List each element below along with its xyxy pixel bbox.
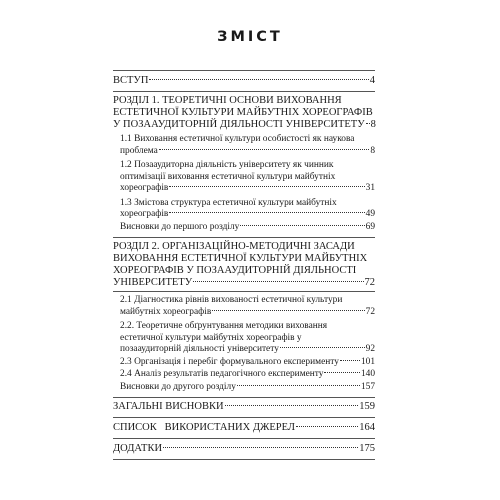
- toc-entry-text: ДОДАТКИ: [113, 443, 163, 454]
- toc-page-number: 49: [365, 209, 375, 219]
- toc-page-number: 69: [365, 221, 375, 232]
- dot-leader: [340, 360, 360, 361]
- toc-section-line: оптимізації виховання естетичної культури майбутніх: [120, 171, 336, 182]
- toc-entry-text: ЗАГАЛЬНІ ВИСНОВКИ: [113, 401, 224, 412]
- toc-page-number: 92: [365, 344, 375, 354]
- toc-section-2-2: [113, 321, 375, 356]
- dot-leader: [237, 385, 360, 386]
- toc-entry-conclusions: [113, 401, 375, 413]
- toc-page-number: 159: [359, 401, 375, 412]
- divider: [113, 237, 375, 238]
- toc-page-number: 164: [359, 422, 375, 433]
- toc-section-2-conclusions: [113, 382, 375, 394]
- toc-section-line: 1.1 Виховання естетичної культури особистості як наукова: [120, 134, 355, 144]
- toc-section-line: позааудиторній діяльності університету: [120, 344, 279, 354]
- dot-leader: [212, 310, 364, 311]
- toc-chapter-line: ЕСТЕТИЧНОЇ КУЛЬТУРИ МАЙБУТНІХ ХОРЕОГРАФІВ: [113, 107, 373, 118]
- dot-leader: [280, 347, 365, 348]
- toc-section-line: 2.1 Діагностика рівнів вихованості естетичної культури: [120, 295, 343, 305]
- toc-section-line: естетичної культури майбутніх хореографів у: [120, 332, 302, 343]
- toc-section-2-4: [113, 369, 375, 381]
- toc-chapter-line: РОЗДІЛ 2. ОРГАНІЗАЦІЙНО-МЕТОДИЧНІ ЗАСАДИ: [113, 241, 355, 252]
- toc-chapter-line: ХОРЕОГРАФІВ У ПОЗААУДИТОРНІЙ ДІЯЛЬНОСТІ: [113, 265, 357, 276]
- table-of-contents: [113, 70, 375, 463]
- toc-page-number: 140: [360, 369, 375, 379]
- toc-chapter-line: РОЗДІЛ 1. ТЕОРЕТИЧНІ ОСНОВИ ВИХОВАННЯ: [113, 95, 342, 106]
- toc-section-line: 2.2. Теоретичне обґрунтування методики виховання: [120, 321, 328, 331]
- toc-section-1-3: [113, 198, 375, 221]
- toc-chapter-1: [113, 95, 375, 131]
- toc-page-number: 31: [365, 183, 375, 193]
- dot-leader: [149, 79, 368, 80]
- toc-entry-intro: [113, 75, 375, 87]
- toc-page-number: 175: [359, 443, 375, 454]
- toc-chapter-line: У ПОЗААУДИТОРНІЙ ДІЯЛЬНОСТІ УНІВЕРСИТЕТУ: [113, 119, 365, 130]
- toc-chapter-line: УНІВЕРСИТЕТУ: [113, 277, 193, 288]
- toc-section-line: Висновки до другого розділу: [120, 381, 236, 392]
- toc-section-line: проблема: [120, 145, 158, 156]
- toc-section-line: Висновки до першого розділу: [120, 221, 240, 232]
- dot-leader: [366, 123, 370, 124]
- page-title: ЗМІСТ: [217, 29, 283, 45]
- toc-page-number: 101: [360, 356, 375, 367]
- dot-leader: [225, 405, 359, 406]
- dot-leader: [159, 149, 370, 150]
- dot-leader: [324, 372, 359, 373]
- dot-leader: [163, 447, 358, 448]
- toc-page-number: 72: [365, 306, 375, 317]
- toc-section-line: майбутніх хореографів: [120, 306, 212, 317]
- toc-section-line: 2.4 Аналіз результатів педагогічного експерименту: [120, 369, 324, 379]
- toc-chapter-line: ВИХОВАННЯ ЕСТЕТИЧНОЇ КУЛЬТУРИ МАЙБУТНІХ: [113, 253, 368, 264]
- toc-section-1-1: [113, 134, 375, 157]
- divider: [113, 438, 375, 439]
- toc-page-number: 72: [364, 277, 375, 288]
- divider: [113, 397, 375, 398]
- dot-leader: [296, 426, 358, 427]
- toc-entry-text: ВСТУП: [113, 75, 149, 86]
- toc-section-2-1: [113, 295, 375, 318]
- toc-section-line: хореографів: [120, 209, 169, 219]
- toc-chapter-2: [113, 241, 375, 289]
- toc-entry-text: СПИСОК ВИКОРИСТАНИХ ДЖЕРЕЛ: [113, 422, 296, 433]
- toc-section-line: 2.3 Організація і перебіг формувального експерименту: [120, 356, 339, 367]
- toc-section-line: 1.3 Змістова структура естетичної культури майбутніх: [120, 197, 337, 208]
- divider: [113, 459, 375, 460]
- divider: [113, 91, 375, 92]
- toc-page-number: 8: [370, 119, 376, 130]
- divider: [113, 291, 375, 292]
- toc-section-line: 1.2 Позааудиторна діяльність університету як чинник: [120, 160, 334, 170]
- toc-section-1-2: [113, 160, 375, 195]
- divider: [113, 417, 375, 418]
- toc-section-1-conclusions: [113, 222, 375, 234]
- toc-section-line: хореографів: [120, 183, 169, 193]
- toc-page-number: 4: [369, 75, 375, 86]
- dot-leader: [240, 225, 364, 226]
- toc-section-2-3: [113, 357, 375, 369]
- dot-leader: [193, 281, 363, 282]
- toc-page-number: 8: [370, 145, 375, 156]
- dot-leader: [169, 186, 364, 187]
- toc-page-number: 157: [360, 381, 375, 392]
- toc-entry-references: [113, 422, 375, 434]
- toc-entry-appendices: [113, 443, 375, 455]
- dot-leader: [169, 212, 364, 213]
